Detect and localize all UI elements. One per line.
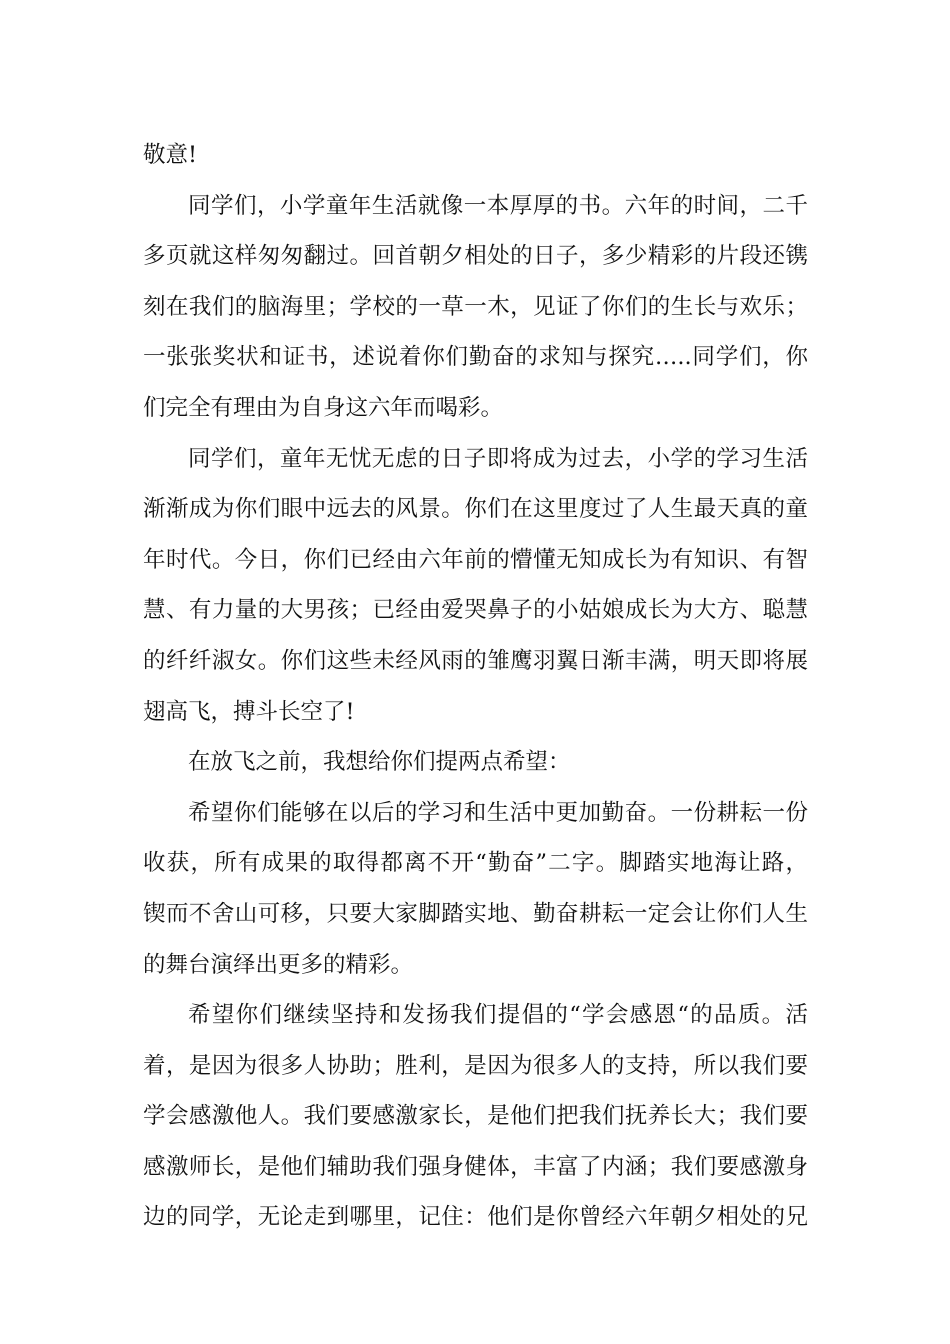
paragraph	[143, 788, 808, 990]
text-line: 锲而不舍山可移，只要大家脚踏实地、勤奋耕耘一定会让你们人生	[143, 900, 808, 927]
text-line: 刻在我们的脑海里；学校的一草一木，见证了你们的生长与欢乐；	[143, 293, 808, 320]
text-line: 希望你们继续坚持和发扬我们提倡的“学会感恩“的品质。活	[188, 1002, 808, 1029]
paragraph	[143, 990, 808, 1243]
paragraph	[143, 434, 808, 738]
text-line: 同学们，童年无忧无虑的日子即将成为过去，小学的学习生活	[188, 445, 808, 472]
text-line: 一张张奖状和证书，述说着你们勤奋的求知与探究…..同学们，你	[143, 344, 808, 371]
text-line: 收获，所有成果的取得都离不开“勤奋”二字。脚踏实地海让路，	[143, 850, 808, 877]
text-line: 们完全有理由为自身这六年而喝彩。	[143, 394, 504, 421]
text-line: 希望你们能够在以后的学习和生活中更加勤奋。一份耕耘一份	[188, 799, 808, 826]
text-line: 多页就这样匆匆翻过。回首朝夕相处的日子，多少精彩的片段还镌	[143, 243, 808, 270]
text-line: 在放飞之前，我想给你们提两点希望：	[188, 749, 571, 776]
text-line: 慧、有力量的大男孩；已经由爱哭鼻子的小姑娘成长为大方、聪慧	[143, 597, 808, 624]
body-text	[143, 130, 808, 1243]
text-line: 的舞台演绎出更多的精彩。	[143, 951, 414, 978]
text-line: 着，是因为很多人协助；胜利，是因为很多人的支持，所以我们要	[143, 1052, 808, 1079]
paragraph	[143, 130, 808, 181]
text-line: 的纤纤淑女。你们这些未经风雨的雏鹰羽翼日渐丰满，明天即将展	[143, 647, 808, 674]
text-line: 年时代。今日，你们已经由六年前的懵懂无知成长为有知识、有智	[143, 546, 808, 573]
text-line: 感激师长，是他们辅助我们强身健体，丰富了内涵；我们要感激身	[143, 1153, 808, 1180]
text-line: 边的同学，无论走到哪里，记住：他们是你曾经六年朝夕相处的兄	[143, 1204, 808, 1231]
text-line: 翅高飞，搏斗长空了!	[143, 698, 355, 725]
paragraph	[143, 737, 808, 788]
text-line: 敬意!	[143, 142, 198, 168]
text-line: 同学们，小学童年生活就像一本厚厚的书。六年的时间，二千	[188, 192, 808, 219]
text-line: 学会感激他人。我们要感激家长，是他们把我们抚养长大；我们要	[143, 1103, 808, 1130]
paragraph	[143, 181, 808, 434]
text-line: 渐渐成为你们眼中远去的风景。你们在这里度过了人生最天真的童	[143, 496, 808, 523]
